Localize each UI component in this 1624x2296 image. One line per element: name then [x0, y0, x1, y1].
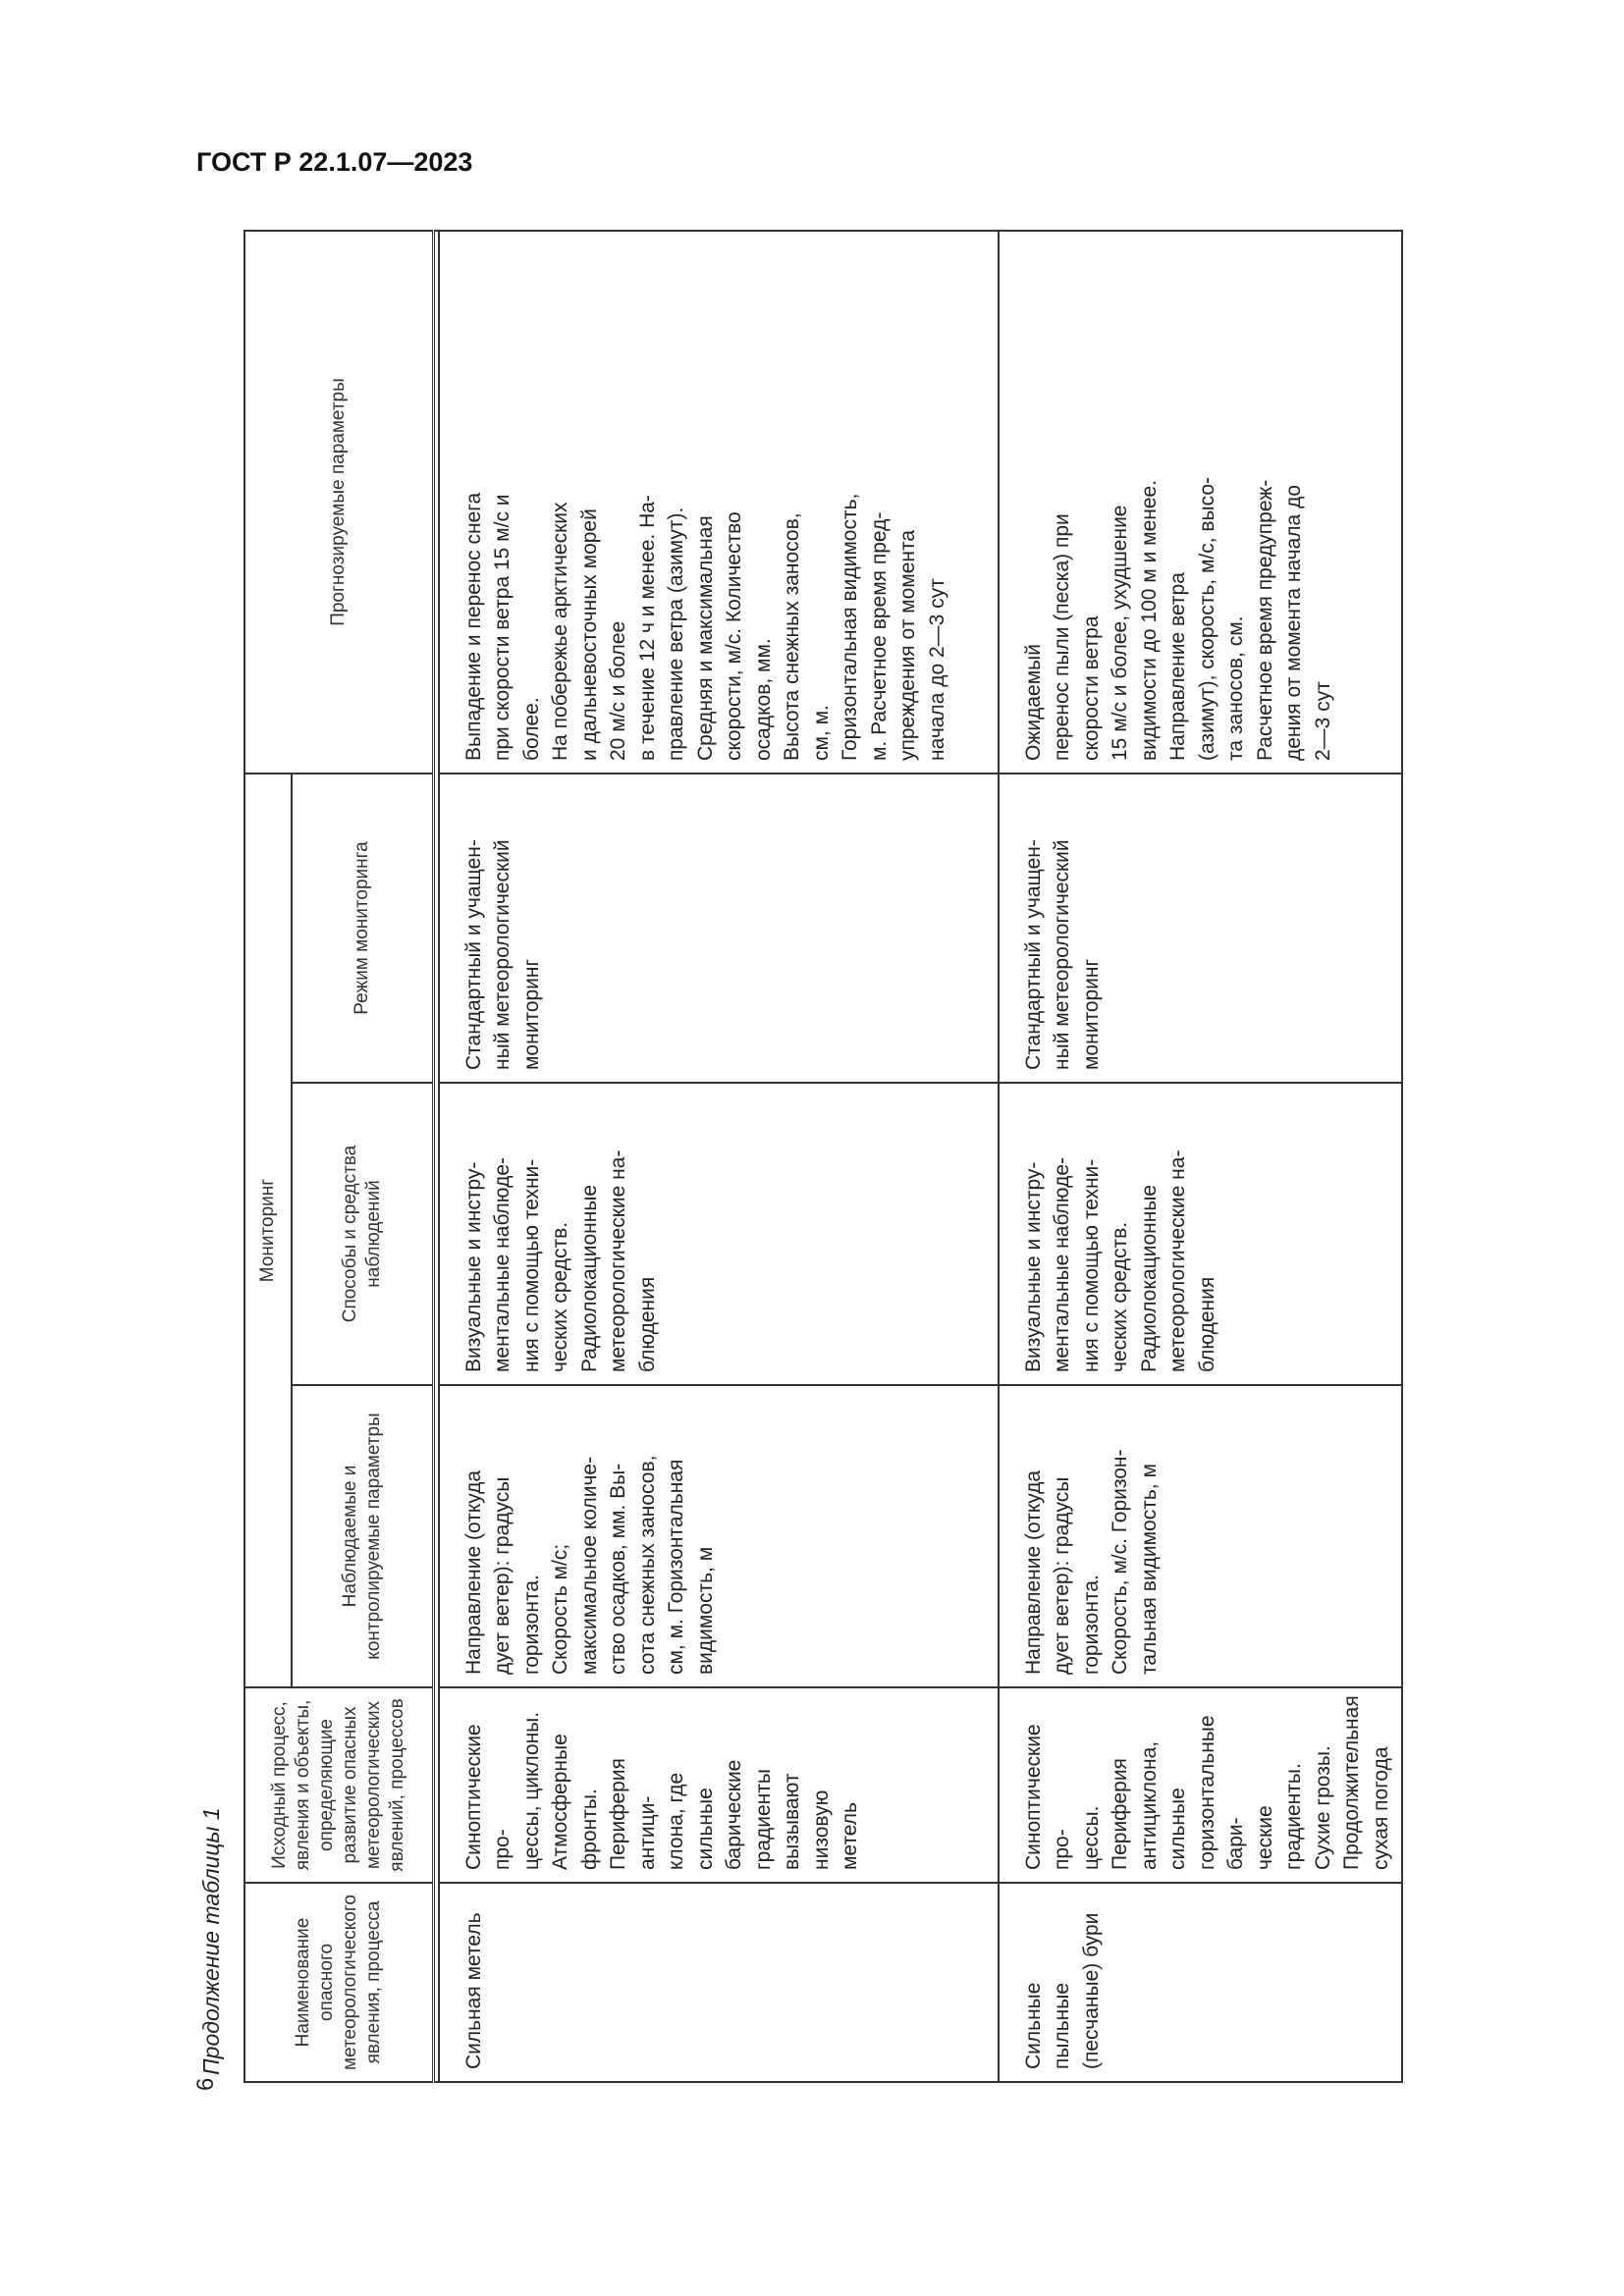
cell-forecast: Ожидаемый перенос пыли (песка) при скорости ветра 15 м/с и более, ухудшение видимости до 100 м и менее. Направление ветра (азимут), скорость, м/с, высо- та заносов, см. Расчетное время предупреж- дения от момента начала до 2—3 сут	[999, 231, 1403, 774]
cell-observed: Направление (откуда дует ветер): градусы горизонта. Скорость м/с; максимальное количе- ство осадков, мм. Вы- сота снежных заносов, см, м. Горизонтальная видимость, м	[439, 1385, 999, 1687]
hazard-table	[244, 230, 1403, 2083]
cell-name: Сильная метель	[439, 1883, 999, 2082]
header-monitoring: Мониторинг	[244, 774, 292, 1687]
cell-observed: Направление (откуда дует ветер): градусы горизонта. Скорость, м/с. Горизон- тальная видимость, м	[999, 1385, 1403, 1687]
rotated-table-block	[187, 232, 1392, 2083]
table-row	[439, 231, 999, 2082]
header-mode: Режим мониторинга	[292, 774, 433, 1083]
table-caption: Продолжение таблицы 1	[198, 1807, 224, 2075]
cell-forecast: Выпадение и перенос снега при скорости ветра 15 м/с и более. На побережье арктических и дальневосточных морей 20 м/с и более в течение 12 ч и менее. На- правление ветра (азимут). Средняя и максимальная скорости, м/с. Количество осадков, мм. Высота снежных заносов, см, м. Горизонтальная видимость, м. Расчетное время пред- упреждения от момента начала до 2—3 сут	[439, 231, 999, 774]
header-forecast: Прогнозируемые параметры	[244, 231, 433, 774]
cell-methods: Визуальные и инстру- ментальные наблюде- ния с помощью техни- ческих средств. Радиолокационные метеорологические на- блюдения	[439, 1083, 999, 1385]
cell-source: Синоптические про- цессы, циклоны. Атмосферные фронты. Периферия антици- клона, где сильные барические градиенты вызывают низовую метель	[439, 1687, 999, 1883]
cell-name: Сильные пыльные (песчаные) бури	[999, 1883, 1403, 2082]
header-observed: Наблюдаемые и контролируемые параметры	[292, 1385, 433, 1687]
cell-methods: Визуальные и инстру- ментальные наблюде- ния с помощью техни- ческих средств. Радиолокационные метеорологические на- блюдения	[999, 1083, 1403, 1385]
header-source: Исходный процесс, явления и объекты, определяющие развитие опасных метеорологических явлений, процессов	[244, 1687, 433, 1883]
header-methods: Способы и средства наблюдений	[292, 1083, 433, 1385]
cell-mode: Стандартный и учащен- ный метеорологический мониторинг	[439, 774, 999, 1083]
header-name: Наименование опасного метеорологического явления, процесса	[244, 1883, 433, 2082]
table-row	[999, 231, 1403, 2082]
cell-mode: Стандартный и учащен- ный метеорологический мониторинг	[999, 774, 1403, 1083]
cell-source: Синоптические про- цессы. Периферия антициклона, сильные горизонтальные бари- ческие градиенты. Сухие грозы. Продолжительная сухая погода	[999, 1687, 1403, 1883]
document-code: ГОСТ Р 22.1.07—2023	[196, 147, 473, 177]
page-number: 6	[192, 2077, 219, 2091]
